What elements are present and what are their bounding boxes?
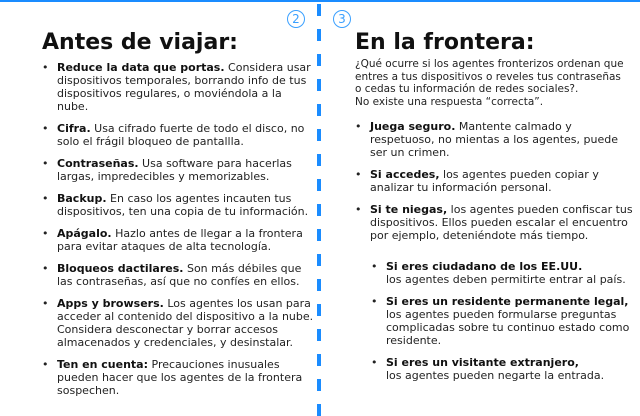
bullet-icon: • (42, 157, 49, 170)
bullet-icon: • (42, 122, 49, 135)
status-list (371, 260, 631, 382)
intro-question: ¿Qué ocurre si los agentes fronterizos ordenan que (355, 58, 624, 70)
right-title: En la frontera: (355, 30, 535, 55)
bullet-icon: • (42, 61, 49, 74)
left-title: Antes de viajar: (42, 30, 238, 55)
item-heading: Si te niegas, (370, 203, 448, 216)
item-text: Hazlo antes de llegar a la frontera para evitar ataques de alta tecnología. (57, 227, 303, 253)
list-item (42, 262, 315, 288)
list-item (42, 227, 315, 253)
list-item (371, 295, 631, 347)
list-item (42, 297, 315, 349)
item-text: los agentes deben permitirte entrar al país. (386, 273, 626, 286)
item-heading: Cifra. (57, 122, 91, 135)
item-text: Los agentes los usan para acceder al contenido del dispositivo a la nube. Considera desconectar y borrar accesos almacenados y credenciales, y desinstalar. (57, 297, 314, 349)
item-heading: Contraseñas. (57, 157, 139, 170)
list-item (42, 61, 315, 113)
item-heading: Apágalo. (57, 227, 112, 240)
bullet-icon: • (371, 356, 378, 369)
item-text: los agentes pueden formularse preguntas complicadas sobre tu continuo estado como residente. (386, 308, 630, 347)
top-border (0, 0, 640, 2)
dashed-divider (317, 4, 321, 416)
item-heading: Bloqueos dactilares. (57, 262, 184, 275)
item-text: Mantente calmado y respetuoso, no mientas a los agentes, puede ser un crimen. (370, 120, 618, 159)
list-item (371, 260, 631, 286)
item-text: Considera usar dispositivos temporales, borrando info de tus dispositivos regulares, o moviéndola a la nube. (57, 61, 311, 113)
item-text: Usa software para hacerlas largas, impredecibles y memorizables. (57, 157, 292, 183)
item-heading: Apps y browsers. (57, 297, 164, 310)
item-heading: Si accedes, (370, 168, 440, 181)
step-number-3: 3 (333, 10, 351, 28)
step-number-2: 2 (287, 10, 305, 28)
item-text: En caso los agentes incauten tus dispositivos, ten una copia de tu información. (57, 192, 309, 218)
right-list (355, 120, 635, 242)
bullet-icon: • (42, 262, 49, 275)
left-list (42, 61, 315, 397)
item-heading: Juega seguro. (370, 120, 456, 133)
item-text: los agentes pueden copiar y analizar tu información personal. (370, 168, 599, 194)
item-heading: Ten en cuenta: (57, 358, 149, 371)
bullet-icon: • (42, 297, 49, 310)
bullet-icon: • (355, 203, 362, 216)
item-heading: Si eres ciudadano de los EE.UU. (386, 260, 583, 273)
item-text: Precauciones inusuales pueden hacer que los agentes de la frontera sospechen. (57, 358, 303, 397)
item-heading: Si eres un visitante extranjero, (386, 356, 579, 369)
bullet-icon: • (42, 192, 49, 205)
item-text: los agentes pueden negarte la entrada. (386, 369, 605, 382)
intro-question-cont: entres a tus dispositivos o reveles tus contraseñas o cedas tu información de redes sociales?. (355, 70, 621, 95)
bullet-icon: • (355, 120, 362, 133)
bullet-icon: • (371, 260, 378, 273)
bullet-icon: • (355, 168, 362, 181)
intro-answer: No existe una respuesta “correcta”. (355, 95, 544, 108)
item-heading: Backup. (57, 192, 107, 205)
item-heading: Si eres un residente permanente legal, (386, 295, 629, 308)
list-item (355, 203, 635, 242)
bullet-icon: • (371, 295, 378, 308)
bullet-icon: • (42, 358, 49, 371)
list-item (371, 356, 631, 382)
list-item (42, 192, 315, 218)
item-text: Usa cifrado fuerte de todo el disco, no solo el frágil bloqueo de pantallla. (57, 122, 305, 148)
list-item (355, 120, 635, 159)
list-item (42, 358, 315, 397)
list-item (355, 168, 635, 194)
right-column (355, 58, 635, 382)
list-item (42, 122, 315, 148)
item-text: los agentes pueden confiscar tus dispositivos. Ellos pueden escalar el encuentro por ejemplo, deteniéndote más tiempo. (370, 203, 633, 242)
bullet-icon: • (42, 227, 49, 240)
item-heading: Reduce la data que portas. (57, 61, 225, 74)
list-item (42, 157, 315, 183)
item-text: Son más débiles que las contraseñas, así que no confíes en ellos. (57, 262, 302, 288)
